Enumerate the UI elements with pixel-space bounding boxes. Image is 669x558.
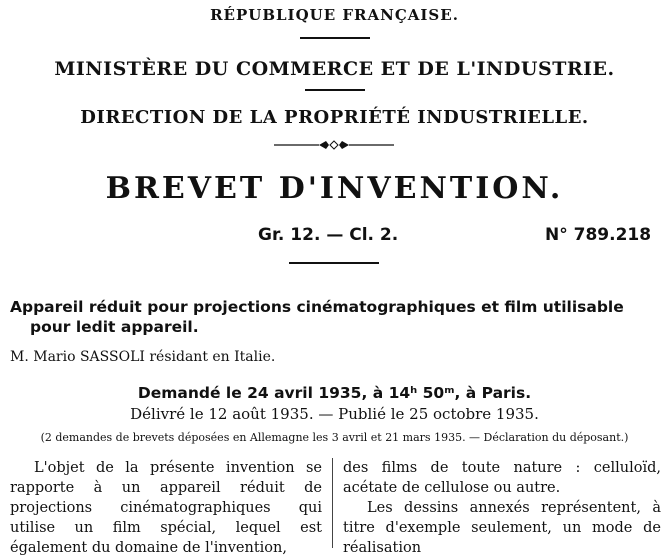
requested-date: Demandé le 24 avril 1935, à 14ʰ 50ᵐ, à Paris.	[137, 384, 532, 402]
issued-date: Délivré le 12 août 1935. — Publié le 25 octobre 1935.	[130, 405, 539, 423]
body-column-left	[10, 458, 322, 558]
group-class-label: Gr. 12. — Cl. 2.	[258, 225, 399, 245]
divider-rule	[289, 262, 379, 264]
divider-rule	[300, 37, 370, 39]
republic-heading: RÉPUBLIQUE FRANÇAISE.	[210, 6, 459, 24]
body-paragraph: des films de toute nature : celluloïd, acétate de cellulose ou autre.	[343, 460, 661, 496]
document-type-title: BREVET D'INVENTION.	[105, 171, 564, 206]
body-column-right	[343, 458, 661, 558]
column-separator	[332, 458, 333, 548]
patent-title	[10, 297, 660, 337]
body-paragraph: L'objet de la présente invention se rapporte à un appareil réduit de projections cinématographiques qui utilise un film spécial, lequel est également du domaine de l'invention,	[10, 460, 322, 556]
patent-title-line: Appareil réduit pour projections cinématographiques et film utilisable	[10, 298, 624, 316]
patent-number: N° 789.218	[545, 225, 652, 245]
divider-rule	[305, 89, 365, 91]
priority-note: (2 demandes de brevets déposées en Allemagne les 3 avril et 21 mars 1935. — Déclaration du déposant.)	[40, 431, 629, 444]
ministry-heading: MINISTÈRE DU COMMERCE ET DE L'INDUSTRIE.	[54, 58, 615, 80]
patent-title-line: pour ledit appareil.	[30, 318, 199, 336]
direction-heading: DIRECTION DE LA PROPRIÉTÉ INDUSTRIELLE.	[80, 107, 589, 128]
inventor-line: M. Mario SASSOLI résidant en Italie.	[10, 349, 276, 365]
ornament-divider-icon	[274, 138, 394, 152]
body-paragraph: Les dessins annexés représentent, à titre d'exemple seulement, un mode de réalisation	[343, 500, 661, 556]
